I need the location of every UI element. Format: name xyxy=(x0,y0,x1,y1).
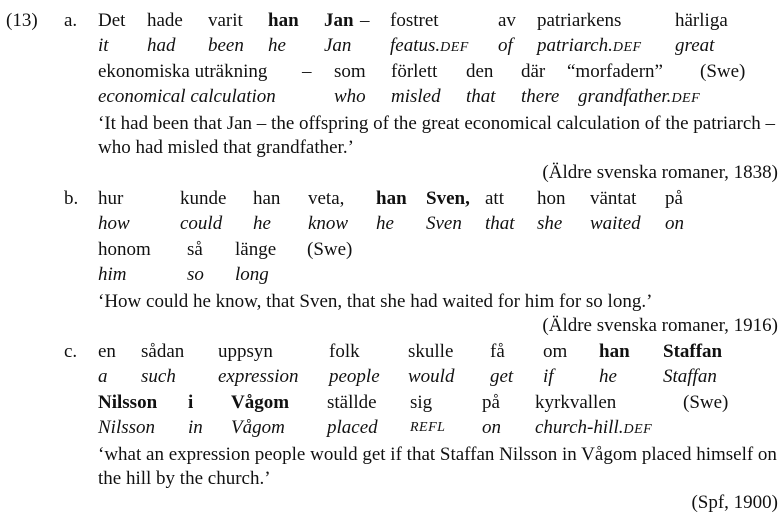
word-bold: Vågom xyxy=(231,392,290,413)
word-bold: Sven, xyxy=(426,188,470,209)
word-bold: Staffan xyxy=(663,341,723,362)
gloss: how xyxy=(98,213,130,234)
gloss: great xyxy=(675,35,715,56)
gloss: expression xyxy=(218,366,299,387)
word: hon xyxy=(537,188,566,209)
gloss: placed xyxy=(327,417,378,438)
word: ekonomiska uträkning xyxy=(98,61,268,82)
word: hade xyxy=(147,10,183,31)
gloss: Jan xyxy=(324,35,352,56)
gloss: he xyxy=(253,213,271,234)
gloss: would xyxy=(408,366,455,387)
gloss: he xyxy=(376,213,394,234)
word: fostret xyxy=(390,10,439,31)
word: av xyxy=(498,10,516,31)
word: skulle xyxy=(408,341,454,362)
gloss: he xyxy=(268,35,286,56)
gloss: featus.DEF xyxy=(390,35,469,56)
a-source-line-2 xyxy=(0,61,784,85)
gloss: waited xyxy=(590,213,641,234)
word: som xyxy=(334,61,366,82)
word: på xyxy=(665,188,683,209)
gloss: he xyxy=(599,366,617,387)
c-gloss-line-2 xyxy=(0,417,784,441)
word: få xyxy=(490,341,505,362)
word: härliga xyxy=(675,10,728,31)
gloss: there xyxy=(521,86,560,107)
gloss: grandfather.DEF xyxy=(578,86,701,107)
word: han xyxy=(253,188,281,209)
subexample-label-c: c. xyxy=(64,341,78,362)
word: (Swe) xyxy=(307,239,353,260)
gloss: on xyxy=(482,417,501,438)
gloss: been xyxy=(208,35,244,56)
word: länge xyxy=(235,239,277,260)
word: sådan xyxy=(141,341,185,362)
word-bold: Nilsson xyxy=(98,392,158,413)
word: förlett xyxy=(391,61,438,82)
word: så xyxy=(187,239,203,260)
gloss: had xyxy=(147,35,176,56)
gloss: church-hill.DEF xyxy=(535,417,653,438)
word: (Swe) xyxy=(700,61,746,82)
subexample-label-a: a. xyxy=(64,10,78,31)
word: “morfadern” xyxy=(567,61,663,82)
gloss: Staffan xyxy=(663,366,717,387)
word-bold: i xyxy=(188,392,194,413)
word: sig xyxy=(410,392,433,413)
gloss: she xyxy=(537,213,563,234)
a-source-citation: (Äldre svenska romaner, 1838) xyxy=(542,162,778,183)
word: den xyxy=(466,61,494,82)
a-translation: ‘It had been that Jan – the offspring of the great economical calculation of the patriarch – who had misled that grandfather.’ xyxy=(98,113,776,158)
word: veta, xyxy=(308,188,345,209)
gloss: such xyxy=(141,366,176,387)
gloss: if xyxy=(543,366,554,387)
gloss: that xyxy=(485,213,515,234)
word: om xyxy=(543,341,568,362)
gloss: of xyxy=(498,35,513,56)
c-translation: ‘what an expression people would get if that Staffan Nilsson in Vågom placed himself on the hill by the church.’ xyxy=(98,444,777,489)
gloss: who xyxy=(334,86,366,107)
gloss: people xyxy=(329,366,380,387)
word: kunde xyxy=(180,188,227,209)
b-translation: ‘How could he know, that Sven, that she had waited for him for so long.’ xyxy=(98,291,653,312)
word: patriarkens xyxy=(537,10,622,31)
gloss: that xyxy=(466,86,496,107)
b-gloss-line-1 xyxy=(0,213,784,237)
word: Det xyxy=(98,10,126,31)
a-source-line-1 xyxy=(0,10,784,34)
word: på xyxy=(482,392,500,413)
gloss: on xyxy=(665,213,684,234)
c-source-line-1 xyxy=(0,341,784,365)
gloss: get xyxy=(490,366,514,387)
word: uppsyn xyxy=(218,341,273,362)
word-bold: Jan xyxy=(324,10,354,31)
subexample-label-b: b. xyxy=(64,188,79,209)
b-gloss-line-2 xyxy=(0,264,784,288)
word: varit xyxy=(208,10,243,31)
b-source-line-2 xyxy=(0,239,784,263)
word-bold: han xyxy=(376,188,407,209)
c-gloss-line-1 xyxy=(0,366,784,390)
word: hur xyxy=(98,188,124,209)
gloss: misled xyxy=(391,86,441,107)
gloss: Nilsson xyxy=(98,417,156,438)
gloss: economical calculation xyxy=(98,86,276,107)
word-bold: han xyxy=(599,341,630,362)
example-number: (13) xyxy=(6,10,38,31)
gloss: know xyxy=(308,213,349,234)
word: – xyxy=(302,61,312,82)
word: väntat xyxy=(590,188,637,209)
word: – xyxy=(360,10,370,31)
word: att xyxy=(485,188,504,209)
b-source-citation: (Äldre svenska romaner, 1916) xyxy=(542,315,778,336)
word-bold: han xyxy=(268,10,299,31)
gloss: so xyxy=(187,264,204,285)
word: honom xyxy=(98,239,151,260)
gloss: patriarch.DEF xyxy=(537,35,642,56)
gloss: him xyxy=(98,264,127,285)
a-gloss-line-1 xyxy=(0,35,784,59)
b-source-line-1 xyxy=(0,188,784,212)
gloss: could xyxy=(180,213,223,234)
word: kyrkvallen xyxy=(535,392,617,413)
word: folk xyxy=(329,341,360,362)
c-source-line-2 xyxy=(0,392,784,416)
word: en xyxy=(98,341,116,362)
word: där xyxy=(521,61,546,82)
gloss: it xyxy=(98,35,109,56)
word: (Swe) xyxy=(683,392,729,413)
word: ställde xyxy=(327,392,377,413)
a-gloss-line-2 xyxy=(0,86,784,110)
gloss-smallcaps: REFL xyxy=(410,420,446,435)
gloss: Sven xyxy=(426,213,462,234)
c-source-citation: (Spf, 1900) xyxy=(691,492,778,513)
gloss: in xyxy=(188,417,203,438)
gloss: long xyxy=(235,264,269,285)
gloss: a xyxy=(98,366,108,387)
gloss: Vågom xyxy=(231,417,285,438)
